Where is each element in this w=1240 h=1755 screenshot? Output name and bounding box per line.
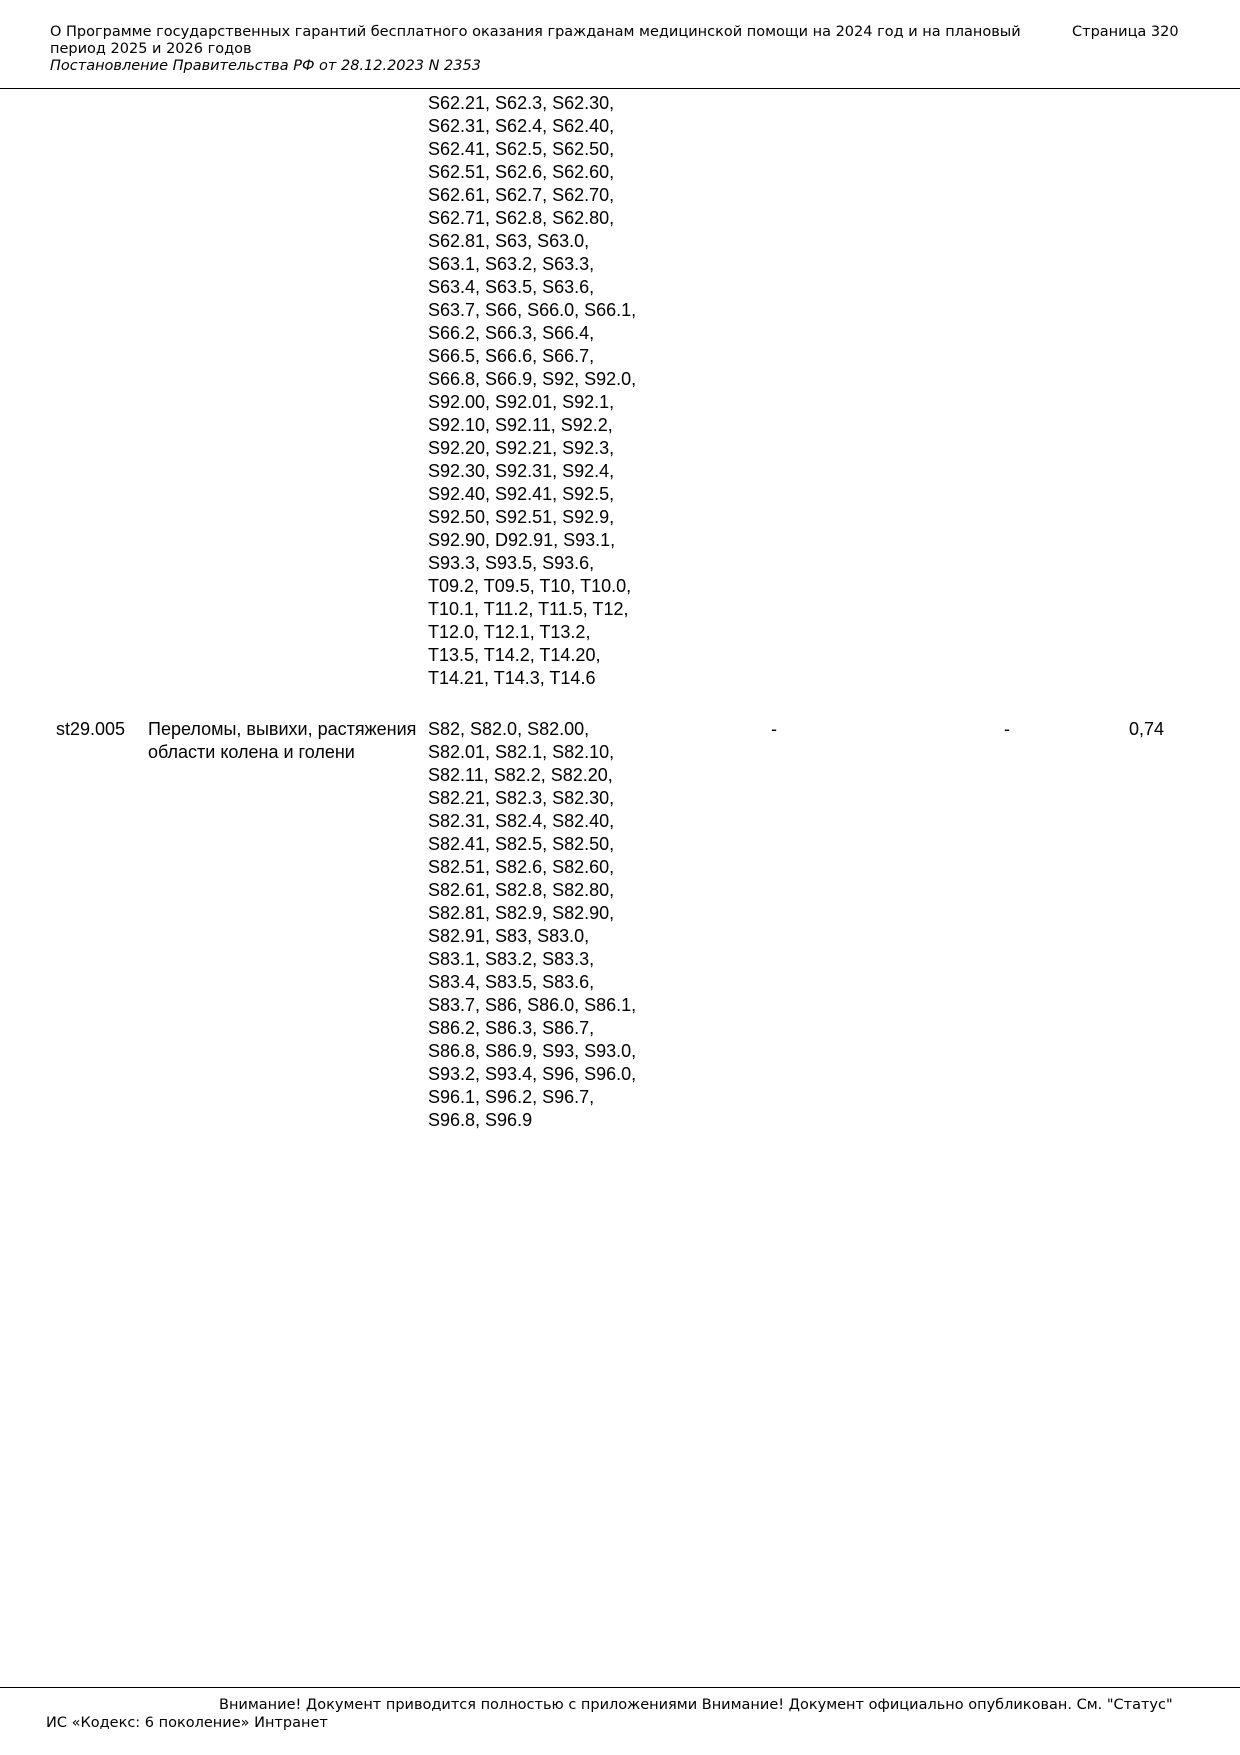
header-divider [0,88,1240,89]
continued-icd-codes: S62.21, S62.3, S62.30, S62.31, S62.4, S62.40, S62.41, S62.5, S62.50, S62.51, S62.6, S62.60, S62.61, S62.7, S62.70, S62.71, S62.8, S62.80, S62.81, S63, S63.0, S63.1, S63.2, S63.3, S63.4, S63.5, S63.6, S63.7, S66, S66.0, S66.1, S66.2, S66.3, S66.4, S66.5, S66.6, S66.7, S66.8, S66.9, S92, S92.0, S92.00, S92.01, S92.1, S92.10, S92.11, S92.2, S92.20, S92.21, S92.3, S92.30, S92.31, S92.4, S92.40, S92.41, S92.5, S92.50, S92.51, S92.9, S92.90, D92.91, S93.1, S93.3, S93.5, S93.6, T09.2, T09.5, T10, T10.0, T10.1, T11.2, T11.5, T12, T12.0, T12.1, T13.2, T13.5, T14.2, T14.20, T14.21, T14.3, T14.6 [428,93,637,688]
icd-codes: S82, S82.0, S82.00, S82.01, S82.1, S82.10, S82.11, S82.2, S82.20, S82.21, S82.3, S82.30, S82.31, S82.4, S82.40, S82.41, S82.5, S82.50, S82.51, S82.6, S82.60, S82.61, S82.8, S82.80, S82.81, S82.9, S82.90, S82.91, S83, S83.0, S83.1, S83.2, S83.3, S83.4, S83.5, S83.6, S83.7, S86, S86.0, S86.1, S86.2, S86.3, S86.7, S86.8, S86.9, S93, S93.0, S93.2, S93.4, S96, S96.0, S96.1, S96.2, S96.7, S96.8, S96.9 [428,719,637,1130]
ksg-name: Переломы, вывихи, растяжения области колена и голени [148,719,417,762]
page-number: Страница 320 [1072,24,1179,40]
footer-system-name: ИС «Кодекс: 6 поколение» Интранет [46,1715,328,1731]
ksg-code: st29.005 [56,719,126,739]
column-5-value: - [1004,719,1010,739]
footer-notice: Внимание! Документ приводится полностью с приложениями Внимание! Документ официально опубликован. См. "Статус" [219,1697,1173,1713]
page-header [50,24,1179,75]
decree-reference: Постановление Правительства РФ от 28.12.2023 N 2353 [50,58,481,74]
document-title: О Программе государственных гарантий бесплатного оказания гражданам медицинской помощи на 2024 год и на плановый период 2025 и 2026 годов [50,24,1021,57]
column-4-value: - [771,719,777,739]
coefficient-value: 0,74 [1129,719,1165,739]
footer-divider [0,1687,1240,1688]
